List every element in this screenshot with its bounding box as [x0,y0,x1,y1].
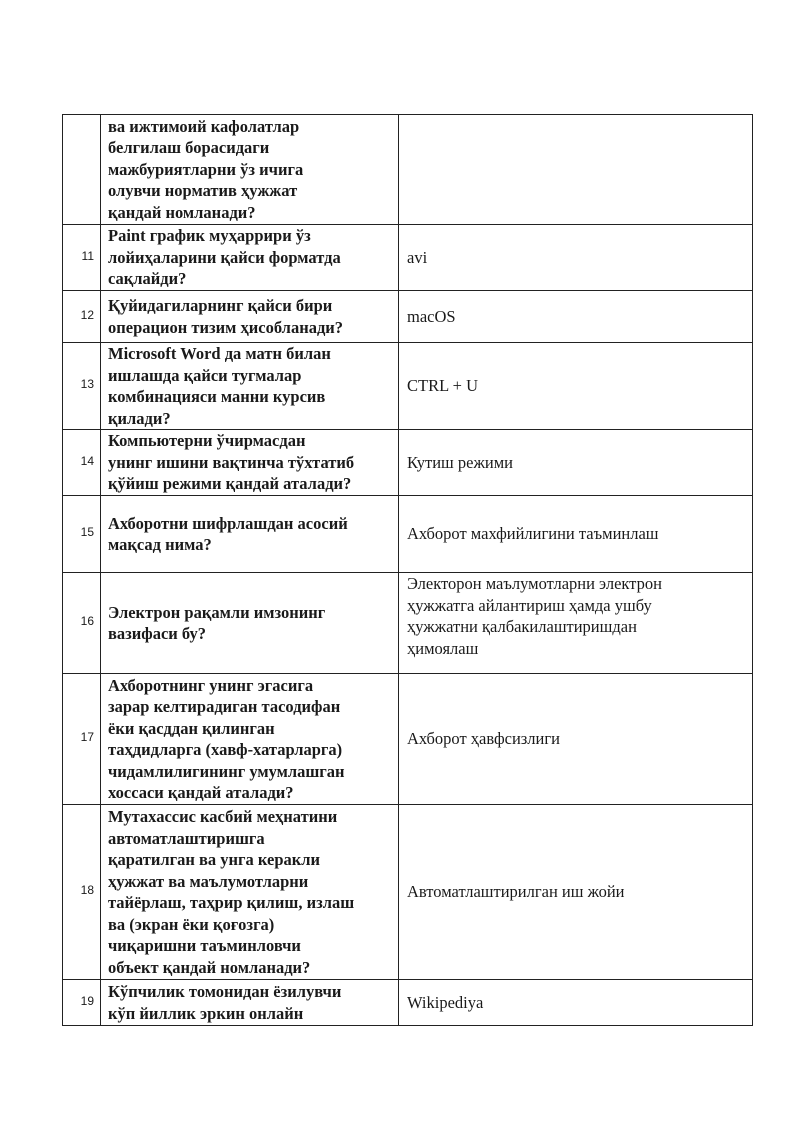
question-line: белгилаш борасидаги [108,138,270,158]
question-line: ҳужжат ва маълумотларни [108,871,309,891]
question-line: қандай номланади? [108,202,256,222]
row-number: 18 [63,805,101,980]
question-line: комбинацияси манни курсив [108,387,326,406]
answer-cell [399,805,753,980]
answer-cell [399,980,753,1026]
question-cell [101,496,399,573]
answer-line: Ахборот ҳавфсизлиги [407,729,560,749]
table-row [63,225,753,291]
answer-line: avi [407,247,428,267]
table-row [63,343,753,430]
question-line: мажбуриятларни ўз ичига [108,159,304,179]
question-line: Ахборотнинг унинг эгасига [108,675,314,695]
question-line: Ахборотни шифрлашдан асосий [108,513,348,533]
answer-line: macOS [407,306,456,326]
question-cell [101,225,399,291]
question-line: зарар келтирадиган тасодифан [108,697,341,716]
question-line: чидамлилигининг умумлашган [108,761,345,781]
row-number: 15 [63,496,101,573]
question-line: чиқаришни таъминловчи [108,936,301,955]
table-row [63,674,753,805]
question-cell [101,805,399,980]
question-cell [101,343,399,430]
answer-line: ҳужжатни қалбакилаштиришдан [407,617,637,636]
question-cell [101,674,399,805]
answer-line: Электорон маълумотларни электрон [407,574,662,593]
answer-cell [399,430,753,496]
row-number: 11 [63,225,101,291]
row-number: 12 [63,291,101,343]
table-row [63,430,753,496]
question-line: мақсад нима? [108,535,212,554]
answer-line: CTRL + U [407,376,479,396]
question-line: операцион тизим ҳисобланади? [108,317,344,337]
question-line: вазифаси бу? [108,624,207,643]
answer-cell [399,496,753,573]
row-number: 14 [63,430,101,496]
question-line: Компьютерни ўчирмасдан [108,431,306,451]
question-line: тайёрлаш, таҳрир қилиш, излаш [108,893,355,912]
row-number: 19 [63,980,101,1026]
row-number: 16 [63,573,101,674]
answer-line: Ахборот махфийлигини таъминлаш [407,524,659,544]
questions-table [62,114,753,1026]
answer-cell [399,573,753,674]
answer-cell [399,674,753,805]
question-line: қилади? [108,408,171,428]
question-cell [101,573,399,674]
answer-cell [399,115,753,225]
question-line: Қуйидагиларнинг қайси бири [108,296,333,315]
question-line: лойиҳаларини қайси форматда [108,247,341,267]
question-cell [101,980,399,1026]
question-cell [101,291,399,343]
question-line: унинг ишини вақтинча тўхтатиб [108,452,355,472]
question-line: кўп йиллик эркин онлайн [108,1003,304,1023]
question-line: Microsoft Word да матн билан [108,344,331,363]
question-line: таҳдидларга (хавф-хатарларга) [108,740,343,759]
question-line: объект қандай номланади? [108,957,311,977]
question-line: ишлашда қайси тугмалар [108,365,302,385]
row-number: 17 [63,674,101,805]
row-number: 13 [63,343,101,430]
table-row [63,573,753,674]
table-row [63,291,753,343]
question-line: Электрон рақамли имзонинг [108,602,326,622]
table-row [63,805,753,980]
question-line: ва (экран ёки қоғозга) [108,914,275,934]
question-line: Мутахассис касбий меҳнатини [108,807,338,826]
table-row [63,496,753,573]
question-line: автоматлаштиришга [108,828,265,848]
question-line: хоссаси қандай аталади? [108,783,294,802]
answer-line: ҳимоялаш [407,638,479,658]
answer-line: Wikipediya [407,992,484,1012]
question-line: олувчи норматив ҳужжат [108,181,298,201]
answer-cell [399,343,753,430]
answer-line: Автоматлаштирилган иш жойи [407,882,625,902]
question-line: ва ижтимоий кафолатлар [108,116,300,136]
question-line: Кўпчилик томонидан ёзилувчи [108,982,342,1001]
question-line: қўйиш режими қандай аталади? [108,474,352,494]
question-line: қаратилган ва унга керакли [108,850,321,869]
question-line: ёки қасддан қилинган [108,718,275,738]
answer-cell [399,291,753,343]
question-cell [101,115,399,225]
row-number [63,115,101,225]
table-row [63,980,753,1026]
answer-line: ҳужжатга айлантириш ҳамда ушбу [407,595,652,615]
answer-cell [399,225,753,291]
question-line: Paint график муҳаррири ўз [108,226,311,246]
table-row [63,115,753,225]
question-line: сақлайди? [108,269,187,289]
answer-line: Кутиш режими [407,452,513,472]
question-cell [101,430,399,496]
